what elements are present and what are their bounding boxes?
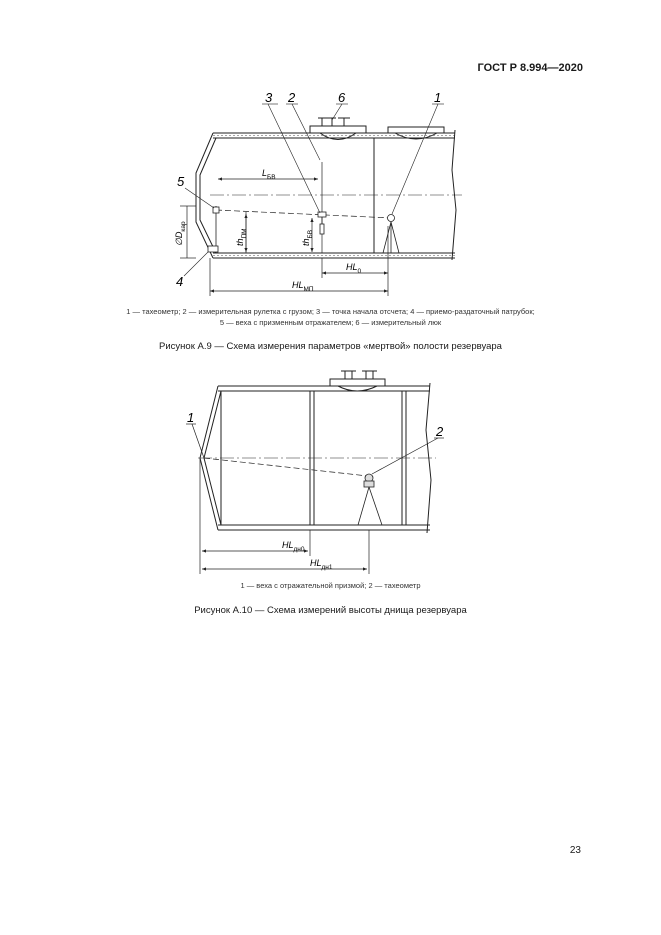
dim-hl-mp-label: $HL_{МП}$ bbox=[292, 280, 314, 293]
callout-1: 1 bbox=[434, 90, 442, 105]
figure-a9-title: Рисунок А.9 — Схема измерения параметров «мертвой» полости резервуара bbox=[159, 341, 502, 352]
callout-a10-1: 1 bbox=[187, 410, 195, 425]
callout-3: 3 bbox=[265, 90, 273, 105]
callout-5: 5 bbox=[177, 174, 185, 189]
document-header: ГОСТ Р 8.994—2020 bbox=[477, 62, 583, 74]
figure-a9-legend-line2: 5 — веха с призменным отражателем; 6 — измерительный люк bbox=[219, 318, 442, 327]
dim-hl0-label: $HL_0$ bbox=[346, 262, 362, 275]
callout-6: 6 bbox=[338, 90, 346, 105]
figure-a10-title: Рисунок А.10 — Схема измерений высоты днища резервуара bbox=[194, 605, 467, 616]
dim-l-bv-label: $L_{БВ}$ bbox=[262, 168, 276, 181]
dim-hl-dn1-label: $HL_{дн1}$ bbox=[310, 558, 333, 571]
dim-hl-dn0-label: $HL_{дн0}$ bbox=[282, 540, 305, 553]
dim-th-bv-label: $th_{БВ}$ bbox=[301, 229, 314, 246]
measuring-hatch-a10 bbox=[330, 371, 385, 391]
callout-a10-2: 2 bbox=[436, 424, 444, 439]
figure-a10-legend: 1 — веха с отражательной призмой; 2 — тахеометр bbox=[240, 581, 421, 590]
dim-d-kar-label: $\emptyset D_{кар}$ bbox=[174, 221, 187, 246]
callout-2: 2 bbox=[288, 90, 296, 105]
figure-a9-legend-line1: 1 — тахеометр; 2 — измерительная рулетка с грузом; 3 — точка начала отсчета; 4 — приемо-раздаточный патрубок; bbox=[126, 307, 535, 316]
callout-4: 4 bbox=[176, 274, 184, 289]
tacheometer-a10 bbox=[358, 474, 382, 525]
dim-th-pm-label: $th_{ПМ}$ bbox=[235, 228, 248, 246]
page-number: 23 bbox=[569, 845, 581, 856]
sight-line-a10 bbox=[204, 458, 368, 476]
